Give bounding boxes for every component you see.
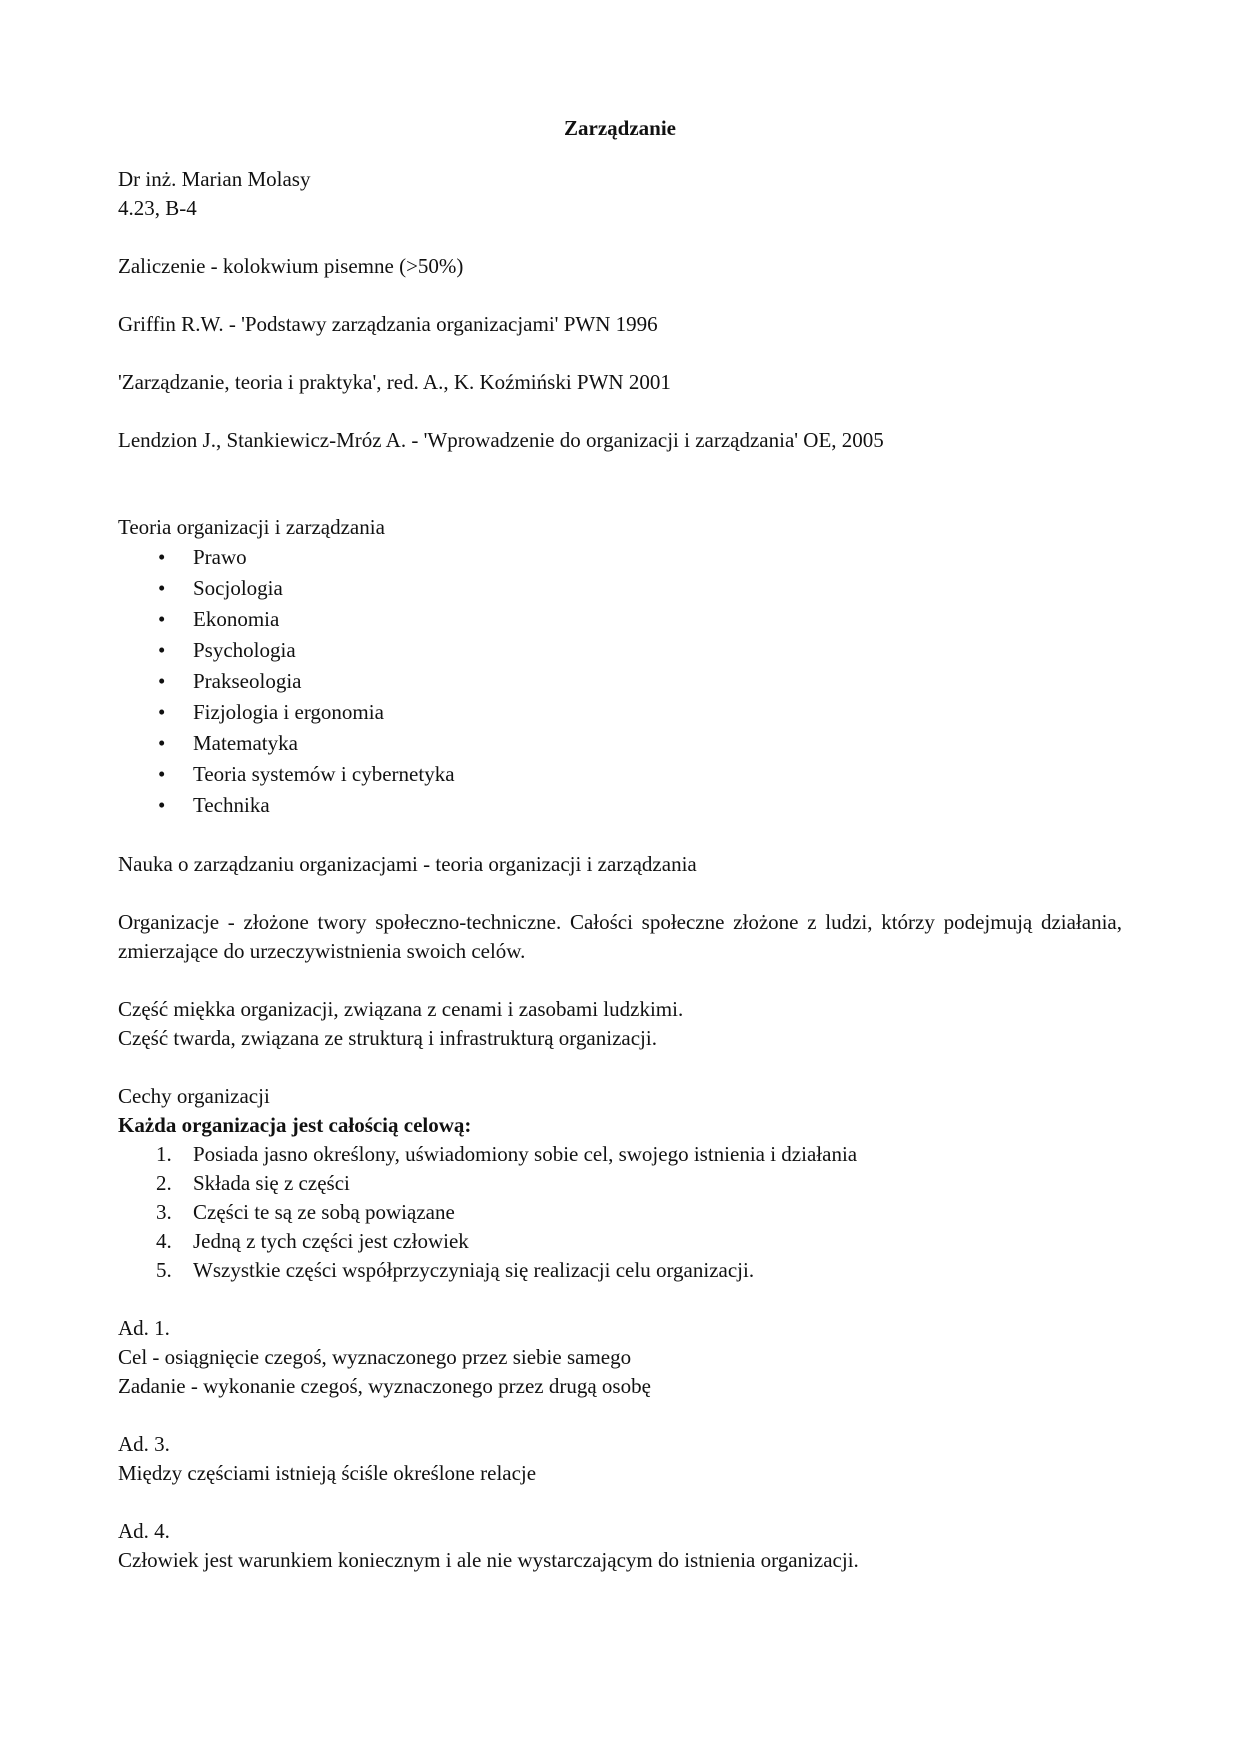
list-item-label: Socjologia	[193, 576, 283, 600]
list-item	[118, 542, 1122, 573]
list-item-label: Wszystkie części współprzyczyniają się realizacji celu organizacji.	[193, 1258, 755, 1282]
list-item	[118, 790, 1122, 821]
list-item-label: Prawo	[193, 545, 247, 569]
list-item	[118, 1140, 1122, 1169]
list-item-label: Posiada jasno określony, uświadomiony sobie cel, swojego istnienia i działania	[193, 1142, 858, 1166]
note-line: Między częściami istnieją ściśle określone relacje	[118, 1461, 537, 1485]
science-line: Nauka o zarządzaniu organizacjami - teoria organizacji i zarządzania	[118, 852, 697, 876]
lecturer-room: 4.23, B-4	[118, 196, 197, 220]
bibliography-item: 'Zarządzanie, teoria i praktyka', red. A., K. Koźmiński PWN 2001	[118, 370, 671, 394]
bullet-icon: •	[158, 793, 166, 817]
list-item-label: Jedną z tych części jest człowiek	[193, 1229, 469, 1253]
list-item	[118, 759, 1122, 790]
bullet-icon: •	[158, 545, 166, 569]
bullet-icon: •	[158, 762, 166, 786]
bibliography-item: Lendzion J., Stankiewicz-Mróz A. - 'Wprowadzenie do organizacji i zarządzania' OE, 2005	[118, 428, 884, 452]
bullet-icon: •	[158, 576, 166, 600]
spacer	[118, 1488, 1122, 1517]
spacer	[118, 223, 1122, 252]
list-item-label: Matematyka	[193, 731, 298, 755]
theory-heading: Teoria organizacji i zarządzania	[118, 515, 385, 539]
bibliography-item: Griffin R.W. - 'Podstawy zarządzania organizacjami' PWN 1996	[118, 312, 658, 336]
list-item-label: Technika	[193, 793, 270, 817]
list-item	[118, 1169, 1122, 1198]
spacer	[118, 1401, 1122, 1430]
bullet-icon: •	[158, 638, 166, 662]
spacer	[118, 339, 1122, 368]
list-item-label: Ekonomia	[193, 607, 280, 631]
note-heading: Ad. 1.	[118, 1316, 170, 1340]
note-line: Człowiek jest warunkiem koniecznym i ale nie wystarczającym do istnienia organizacji.	[118, 1548, 859, 1572]
features-list	[118, 1140, 1122, 1285]
spacer	[118, 281, 1122, 310]
hard-part-line: Część twarda, związana ze strukturą i infrastrukturą organizacji.	[118, 1026, 657, 1050]
note-heading: Ad. 3.	[118, 1432, 170, 1456]
bullet-icon: •	[158, 607, 166, 631]
bullet-icon: •	[158, 731, 166, 755]
list-item	[118, 1227, 1122, 1256]
list-number: 5.	[156, 1258, 172, 1282]
list-item-label: Części te są ze sobą powiązane	[193, 1200, 455, 1224]
document-title: Zarządzanie	[564, 116, 676, 140]
list-item-label: Teoria systemów i cybernetyka	[193, 762, 455, 786]
bullet-icon: •	[158, 700, 166, 724]
list-item-label: Fizjologia i ergonomia	[193, 700, 384, 724]
spacer	[118, 966, 1122, 995]
spacer	[118, 821, 1122, 850]
features-bold-heading: Każda organizacja jest całością celową:	[118, 1113, 472, 1137]
spacer	[118, 1053, 1122, 1082]
features-heading: Cechy organizacji	[118, 1084, 270, 1108]
list-number: 3.	[156, 1200, 172, 1224]
list-item	[118, 1256, 1122, 1285]
spacer	[118, 879, 1122, 908]
note-line: Zadanie - wykonanie czegoś, wyznaczonego przez drugą osobę	[118, 1374, 651, 1398]
theory-list	[118, 542, 1122, 821]
list-item	[118, 635, 1122, 666]
spacer	[118, 397, 1122, 426]
soft-part-line: Część miękka organizacji, związana z cenami i zasobami ludzkimi.	[118, 997, 684, 1021]
list-number: 4.	[156, 1229, 172, 1253]
list-number: 1.	[156, 1142, 172, 1166]
assessment-line: Zaliczenie - kolokwium pisemne (>50%)	[118, 254, 464, 278]
list-item	[118, 604, 1122, 635]
note-line: Cel - osiągnięcie czegoś, wyznaczonego przez siebie samego	[118, 1345, 632, 1369]
list-item	[118, 728, 1122, 759]
list-item-label: Składa się z części	[193, 1171, 350, 1195]
spacer	[118, 1285, 1122, 1314]
list-item-label: Prakseologia	[193, 669, 302, 693]
organizations-paragraph: Organizacje - złożone twory społeczno-techniczne. Całości społeczne złożone z ludzi, którzy podejmują działania, zmierzające do urzeczywistnienia swoich celów.	[118, 910, 1122, 963]
note-heading: Ad. 4.	[118, 1519, 170, 1543]
bullet-icon: •	[158, 669, 166, 693]
list-number: 2.	[156, 1171, 172, 1195]
list-item-label: Psychologia	[193, 638, 296, 662]
list-item	[118, 666, 1122, 697]
list-item	[118, 1198, 1122, 1227]
spacer	[118, 455, 1122, 513]
lecturer-name: Dr inż. Marian Molasy	[118, 167, 311, 191]
list-item	[118, 573, 1122, 604]
list-item	[118, 697, 1122, 728]
